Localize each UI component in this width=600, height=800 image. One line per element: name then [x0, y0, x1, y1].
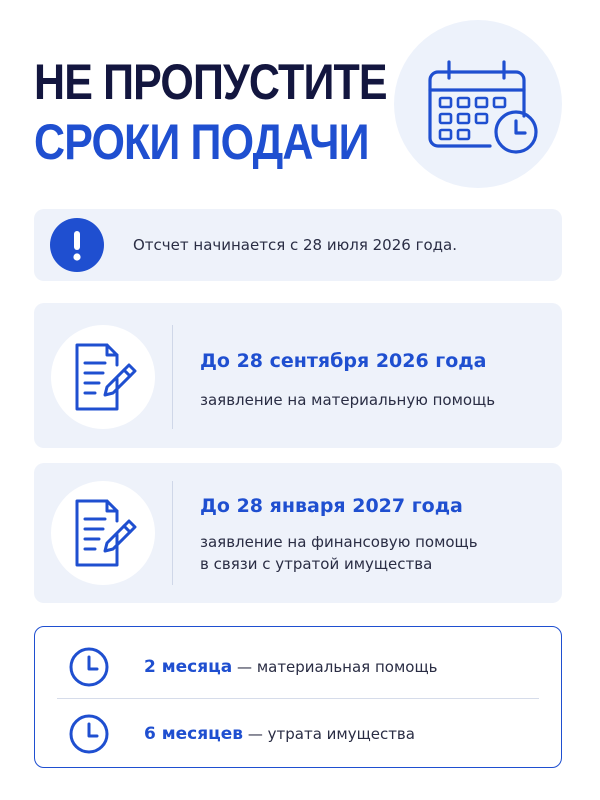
term-dash: —	[237, 658, 253, 676]
title-line-2: СРОКИ ПОДАЧИ	[34, 114, 369, 170]
document-icon-circle	[51, 481, 155, 585]
deadline-description-line: в связи с утратой имущества	[200, 555, 433, 573]
document-icon-circle	[51, 325, 155, 429]
card-divider	[172, 325, 173, 429]
deadline-date: До 28 сентября 2026 года	[200, 350, 487, 372]
info-banner	[34, 209, 562, 281]
deadline-description-line: заявление на финансовую помощь	[200, 533, 478, 551]
page-title	[34, 52, 387, 172]
document-pen-icon	[51, 481, 155, 585]
term-row	[35, 714, 561, 754]
card-divider	[172, 481, 173, 585]
terms-separator	[57, 698, 539, 699]
info-text: Отсчет начинается с 28 июля 2026 года.	[133, 236, 457, 254]
term-label	[144, 647, 437, 687]
term-dash: —	[247, 725, 263, 743]
term-period: 2 месяца	[144, 657, 233, 677]
terms-box	[34, 626, 562, 768]
term-row	[35, 647, 561, 687]
clock-icon	[69, 714, 109, 754]
calendar-illustration	[394, 20, 562, 188]
calendar-clock-icon	[394, 20, 562, 188]
deadline-card-material	[34, 303, 562, 448]
term-description: материальная помощь	[256, 658, 438, 676]
deadline-card-financial	[34, 463, 562, 603]
title-line-1: НЕ ПРОПУСТИТЕ	[34, 54, 387, 110]
term-label	[144, 714, 415, 754]
deadline-date: До 28 января 2027 года	[200, 495, 463, 517]
clock-icon	[69, 647, 109, 687]
document-pen-icon	[51, 325, 155, 429]
alert-badge	[50, 218, 104, 272]
deadline-description	[200, 531, 478, 575]
exclamation-icon	[50, 218, 104, 272]
deadline-description	[200, 389, 495, 411]
term-description: утрата имущества	[267, 725, 415, 743]
deadline-description-line: заявление на материальную помощь	[200, 391, 496, 409]
term-period: 6 месяцев	[144, 724, 244, 744]
